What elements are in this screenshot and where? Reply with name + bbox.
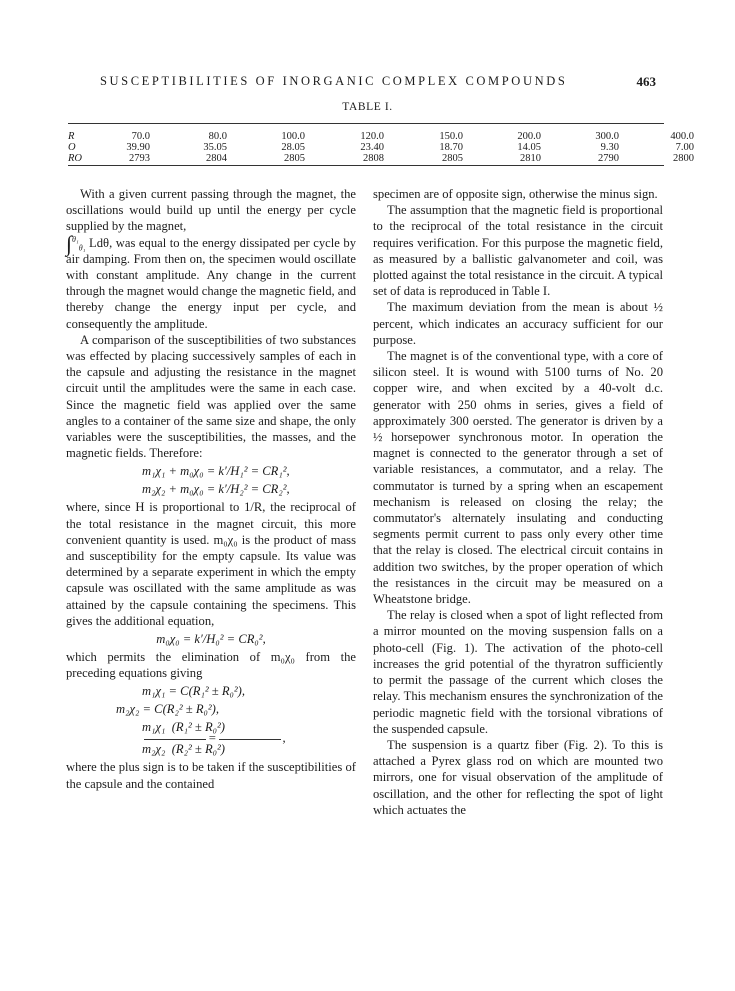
table-cell: 2804: [206, 153, 227, 164]
table-bottom-rule: [68, 165, 664, 166]
table-cell: 28.05: [281, 142, 305, 153]
denominator-rhs: (R₂² ± R₀²): [171, 742, 225, 757]
table-cell: 14.05: [517, 142, 541, 153]
paragraph: where the plus sign is to be taken if the susceptibilities of the capsule and the contained: [66, 760, 356, 791]
paragraph: which permits the elimination of m₀χ₀ from the preceding equations giving: [66, 650, 356, 681]
paragraph: [66, 186, 356, 332]
equation: m₁χ₁ = C(R₁² ± R₀²),: [142, 684, 246, 699]
table-cell: 39.90: [126, 142, 150, 153]
paragraph: where, since H is proportional to 1/R, the reciprocal of the total resistance in the magnet circuit, this more convenient quantity is used. m₀χ₀ is the product of mass and susceptibility for the empty capsule. Its value was determined by a separate experiment in which the empty capsule was oscillated with the same amplitude as was attained by the capsule containing the specimens. This gives the additional equation,: [66, 500, 356, 628]
table-cell: 300.0: [595, 131, 619, 142]
table-cell: 2808: [363, 153, 384, 164]
paragraph: A comparison of the susceptibilities of two substances was effected by placing successively samples of each in the capsule and adjusting the resistance in the magnet circuit until the amplitudes were the same in each case. Since the magnetic field was applied over the same angles to a container of the same size and shape, the only variables were the susceptibilities, the masses, and the magnetic fields. Therefore:: [66, 332, 356, 461]
table-cell: 100.0: [281, 131, 305, 142]
table-cell: 2790: [598, 153, 619, 164]
table-cell: 120.0: [360, 131, 384, 142]
table-caption: TABLE I.: [342, 101, 393, 113]
paragraph: The magnet is of the conventional type, with a core of silicon steel. It is wound with 5100 turns of No. 20 copper wire, and when excited by a 40-volt d.c. generator with 250 ohms in series, gives a field of approximately 300 oersted. The generator is driven by a ½ horsepower synchronous motor. In operation the magnet is connected to the generator through a set of variable resistances, a commutator, and a relay. The commutator is turned by a spring when an escapement mechanism is released on closing the relay; the commutator's alternately insulating and conducting segments permit current to pass only every other time that the relay is closed. The electrical circuit contains in addition two switches, by the proper operation of which the resistances in the circuit may be measured on a Wheatstone bridge.: [373, 349, 663, 607]
table-cell: 200.0: [517, 131, 541, 142]
paragraph: The relay is closed when a spot of light reflected from a mirror mounted on the moving suspension falls on a photo-cell (Fig. 1). The activation of the photo-cell increases the grid potential of the thyratron sufficiently to permit the passage of the current which closes the relay. This mechanism ensures the synchronization of the periodic magnetic field with the torsional vibrations of the suspended capsule.: [373, 608, 663, 736]
table-cell: 70.0: [131, 131, 150, 142]
table-cell: 2805: [284, 153, 305, 164]
table-cell: 18.70: [439, 142, 463, 153]
fraction-bar: = ,: [66, 735, 356, 741]
integral-sign: ∫: [66, 230, 73, 256]
page-number: 463: [636, 74, 656, 89]
paragraph: The maximum deviation from the mean is about ½ percent, which indicates an accuracy sufficient for our purpose.: [373, 300, 663, 347]
row-label: R: [68, 131, 75, 142]
right-column: [373, 186, 663, 818]
paragraph: The suspension is a quartz fiber (Fig. 2). To this is attached a Pyrex glass rod on which are mounted two mirrors, one for visual observation of the amplitude of oscillation, and the other for reflecting the spot of light which actuates the: [373, 737, 663, 817]
table-cell: 150.0: [439, 131, 463, 142]
fraction-denominator: [66, 741, 356, 757]
table-cell: 7.00: [675, 142, 694, 153]
table-cell: 23.40: [360, 142, 384, 153]
integral-limit-upper: θ₁: [72, 234, 79, 244]
paragraph-text: With a given current passing through the magnet, the oscillations would build up until the energy per cycle supplied by the magnet,: [66, 187, 356, 234]
paragraph: The assumption that the magnetic field is proportional to the reciprocal of the total resistance in the circuit requires verification. For this purpose the magnetic field, as measured by a ballistic galvanometer and coil, was plotted against the total resistance in the circuit. A typical set of data is reproduced in Table I.: [373, 203, 663, 299]
row-label: RO: [68, 153, 82, 164]
equation: m₂χ₂ + m₀χ₀ = k′/H₂² = CR₂²,: [142, 482, 290, 497]
table-cell: 9.30: [600, 142, 619, 153]
table-top-rule: [68, 123, 664, 124]
table-cell: 2793: [129, 153, 150, 164]
numerator-lhs: m₁χ₁: [142, 720, 166, 735]
table-cell: 2800: [673, 153, 694, 164]
equation: m₂χ₂ = C(R₂² ± R₀²),: [116, 702, 220, 717]
equation: m₀χ₀ = k′/H₀² = CR₀²,: [156, 632, 266, 647]
integral-limit-lower: θ₁: [78, 243, 86, 253]
row-label: O: [68, 142, 76, 153]
paragraph: specimen are of opposite sign, otherwise the minus sign.: [373, 187, 658, 201]
left-column: [66, 186, 356, 792]
paragraph-text: Ldθ, was equal to the energy dissipated per cycle by air damping. From then on, the specimen would oscillate with constant amplitude. Any change in the current through the magnet would change the magnetic field, and thereby change the energy input per cycle, and consequently the amplitude.: [66, 235, 356, 331]
running-title: SUSCEPTIBILITIES OF INORGANIC COMPLEX COMPOUNDS: [100, 74, 568, 88]
table-cell: 2810: [520, 153, 541, 164]
equation: m₁χ₁ + m₀χ₀ = k′/H₁² = CR₁²,: [142, 464, 290, 479]
numerator-rhs: (R₁² ± R₀²): [171, 720, 225, 735]
table-cell: 2805: [442, 153, 463, 164]
table-cell: 80.0: [208, 131, 227, 142]
running-head: [100, 74, 656, 94]
denominator-lhs: m₂χ₂: [142, 742, 166, 757]
table-cell: 400.0: [670, 131, 694, 142]
table-cell: 35.05: [203, 142, 227, 153]
